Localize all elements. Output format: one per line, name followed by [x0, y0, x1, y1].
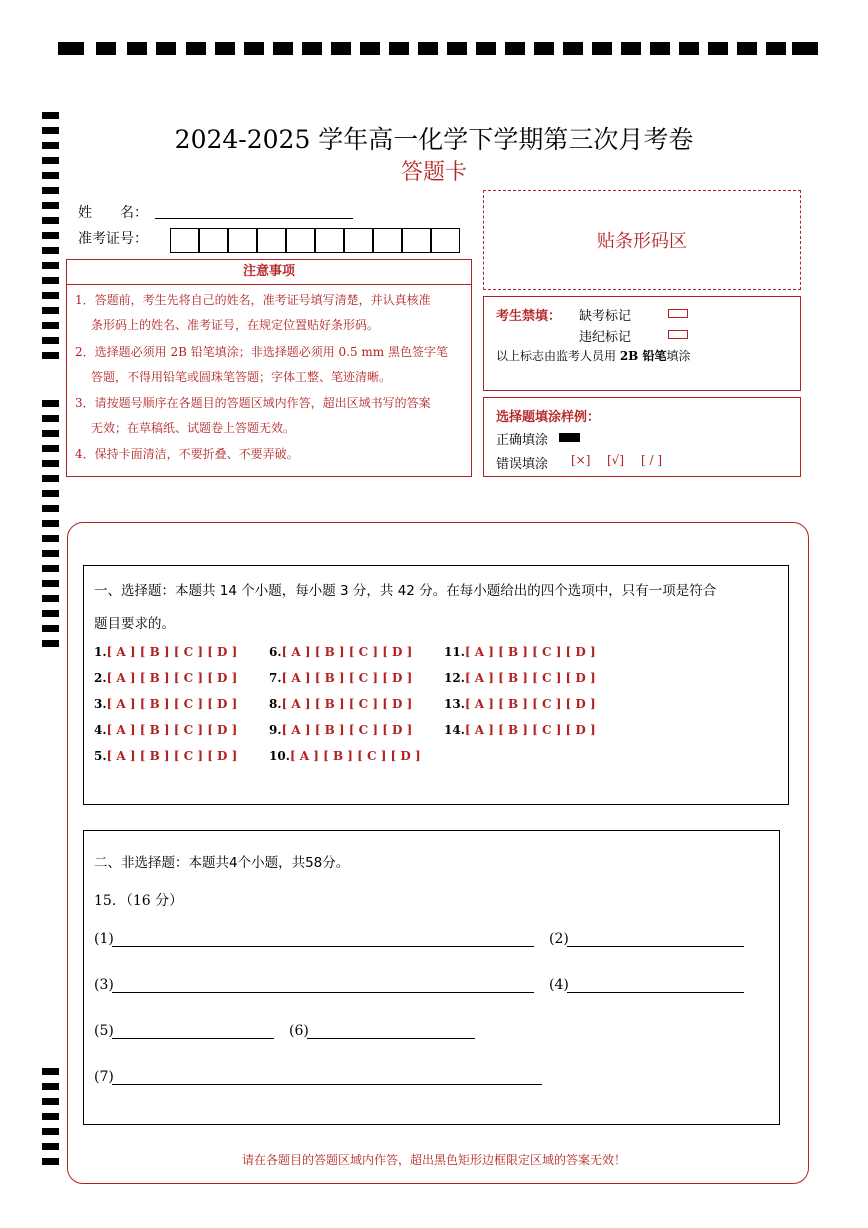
wrong-mark: [√] [607, 453, 625, 467]
section-choice-heading: 一、选择题：本题共 14 个小题，每小题 3 分，共 42 分。在每小题给出的四个选项中，只有一项是符合 [94, 583, 717, 599]
correct-label: 正确填涂 [496, 433, 549, 448]
barcode-area [483, 190, 801, 290]
question-row[interactable]: 14.[ A ] [ B ] [ C ] [ D ] [444, 723, 596, 737]
blank-label: (6) [289, 1023, 309, 1039]
sample-title: 选择题填涂样例： [496, 410, 601, 425]
blank-label: (2) [549, 931, 569, 947]
answer-line-6[interactable] [307, 1038, 475, 1039]
notice-item: 条形码上的姓名、准考证号，在规定位置贴好条形码。 [91, 318, 380, 332]
notice-item: 无效；在草稿纸、试题卷上答题无效。 [91, 421, 296, 435]
notice-title: 注意事项 [67, 260, 471, 285]
section-nonchoice-heading: 二、非选择题：本题共4个小题，共58分。 [94, 855, 350, 871]
question-row[interactable]: 11.[ A ] [ B ] [ C ] [ D ] [444, 645, 596, 659]
correct-fill-sample [559, 433, 580, 442]
answer-line-5[interactable] [112, 1038, 274, 1039]
question-15-label: 15．（16 分） [94, 893, 184, 909]
answer-line-7[interactable] [112, 1084, 542, 1085]
question-row[interactable]: 4.[ A ] [ B ] [ C ] [ D ] [94, 723, 238, 737]
notice-item: 1．答题前，考生先将自己的姓名，准考证号填写清楚，并认真核准 [75, 293, 431, 307]
blank-label: (1) [94, 931, 114, 947]
question-row[interactable]: 6.[ A ] [ B ] [ C ] [ D ] [269, 645, 413, 659]
blank-label: (4) [549, 977, 569, 993]
question-row[interactable]: 9.[ A ] [ B ] [ C ] [ D ] [269, 723, 413, 737]
name-field[interactable] [155, 218, 353, 219]
forbidden-note: 以上标志由监考人员用 2B 铅笔填涂 [496, 349, 691, 363]
name-label: 姓 名： [78, 205, 148, 221]
notice-item: 3．请按题号顺序在各题目的答题区域内作答，超出区域书写的答案 [75, 396, 431, 410]
question-row[interactable]: 2.[ A ] [ B ] [ C ] [ D ] [94, 671, 238, 685]
id-number-grid[interactable] [170, 228, 460, 253]
blank-label: (7) [94, 1069, 114, 1085]
section-choice [83, 565, 789, 805]
answer-line-2[interactable] [567, 946, 744, 947]
page-title: 2024-2025 学年高一化学下学期第三次月考卷 [174, 125, 694, 154]
question-row[interactable]: 1.[ A ] [ B ] [ C ] [ D ] [94, 645, 238, 659]
notice-item: 答题，不得用铅笔或圆珠笔答题；字体工整、笔迹清晰。 [91, 370, 392, 384]
blank-label: (5) [94, 1023, 114, 1039]
footer-warning: 请在各题目的答题区域内作答，超出黑色矩形边框限定区域的答案无效！ [241, 1153, 626, 1167]
page-subtitle: 答题卡 [400, 160, 467, 185]
absent-label: 缺考标记 [579, 309, 632, 324]
question-row[interactable]: 8.[ A ] [ B ] [ C ] [ D ] [269, 697, 413, 711]
question-row[interactable]: 3.[ A ] [ B ] [ C ] [ D ] [94, 697, 238, 711]
violation-label: 违纪标记 [579, 330, 632, 345]
question-row[interactable]: 12.[ A ] [ B ] [ C ] [ D ] [444, 671, 596, 685]
question-row[interactable]: 7.[ A ] [ B ] [ C ] [ D ] [269, 671, 413, 685]
question-row[interactable]: 10.[ A ] [ B ] [ C ] [ D ] [269, 749, 421, 763]
forbidden-title: 考生禁填： [496, 309, 562, 324]
notice-item: 2．选择题必须用 2B 铅笔填涂；非选择题必须用 0.5 mm 黑色签字笔 [75, 345, 449, 359]
question-row[interactable]: 13.[ A ] [ B ] [ C ] [ D ] [444, 697, 596, 711]
notice-item: 4．保持卡面清洁，不要折叠、不要弄破。 [75, 447, 299, 461]
section-nonchoice [83, 830, 780, 1125]
answer-line-1[interactable] [112, 946, 534, 947]
forbidden-box [483, 296, 801, 391]
answer-line-3[interactable] [112, 992, 534, 993]
barcode-label: 贴条形码区 [597, 231, 687, 252]
section-choice-heading-cont: 题目要求的。 [94, 616, 175, 632]
question-row[interactable]: 5.[ A ] [ B ] [ C ] [ D ] [94, 749, 238, 763]
sample-box [483, 397, 801, 477]
blank-label: (3) [94, 977, 114, 993]
wrong-label: 错误填涂 [496, 457, 549, 472]
wrong-mark: [×] [571, 453, 591, 467]
absent-checkbox[interactable] [668, 309, 688, 318]
answer-line-4[interactable] [567, 992, 744, 993]
id-label: 准考证号： [78, 231, 148, 247]
wrong-mark: [ / ] [641, 453, 663, 467]
violation-checkbox[interactable] [668, 330, 688, 339]
notice-box [66, 259, 472, 477]
